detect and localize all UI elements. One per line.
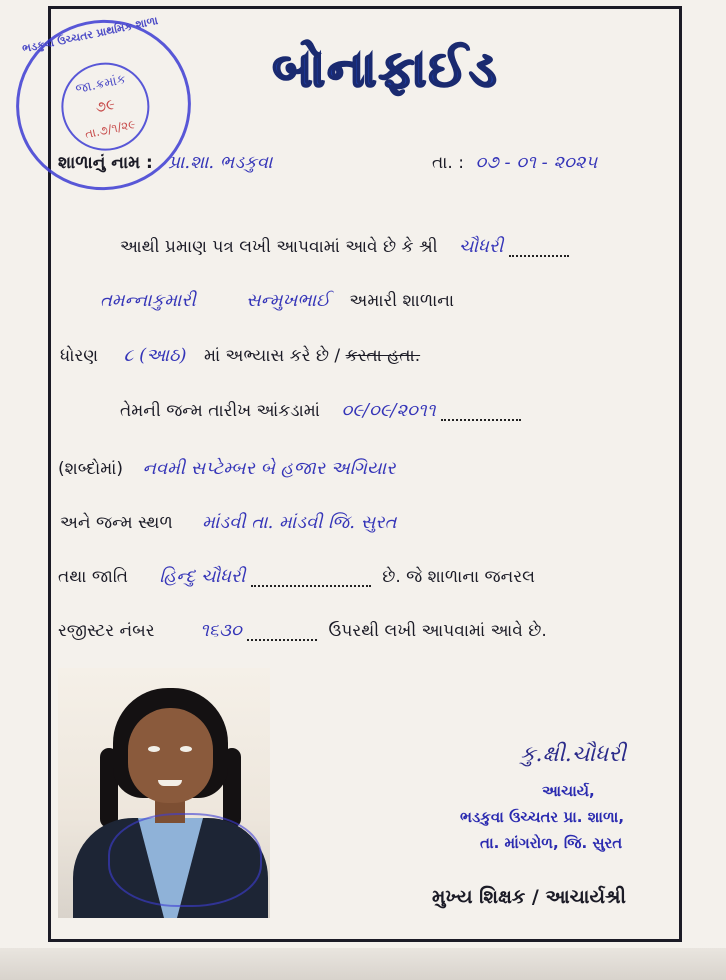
school-name-label: શાળાનું નામ :: [58, 153, 153, 173]
photo-eye: [180, 746, 192, 752]
photo-seal-stamp: [108, 813, 262, 907]
dotted-line: [247, 635, 317, 641]
struck-text: કરતા હતા.: [345, 346, 421, 366]
standard-label: ધોરણ: [60, 346, 99, 366]
dob-value: ૦૯/૦૯/૨૦૧૧: [341, 400, 436, 421]
register-row: [58, 620, 547, 641]
photo-face: [128, 708, 213, 803]
body-line-1: [120, 236, 569, 257]
seal-address: તા. માંગરોળ, જિ. સુરત: [480, 834, 623, 852]
standard-value: ૮ (આઠ): [123, 345, 187, 366]
stamp-number-value: ૭૯: [93, 94, 117, 117]
dob-label: તેમની જન્મ તારીખ આંકડામાં: [120, 401, 320, 421]
dob-words-row: [58, 458, 395, 479]
words-label: (શબ્દોમાં): [58, 459, 124, 479]
birthplace-row: [60, 512, 396, 533]
student-photo: [58, 668, 270, 918]
body-line-2: [60, 290, 454, 311]
birthplace-label: અને જન્મ સ્થળ: [60, 513, 173, 533]
date-label: તા. :: [432, 153, 464, 173]
signatory-title: મુખ્ય શિક્ષક / આચાર્યશ્રી: [432, 886, 626, 908]
date-row: [432, 152, 597, 173]
register-value: ૧૬૩૦: [199, 620, 242, 641]
caste-row: [58, 566, 535, 587]
page-bottom-shadow: [0, 948, 726, 980]
stamp-date-value: તા.૭/૧/૨૯: [83, 116, 137, 142]
stamp-number-label: જા.ક્રમાંક: [74, 72, 128, 98]
student-father-name: સન્મુખભાઈ: [246, 290, 330, 311]
photo-smile: [158, 780, 182, 786]
dob-words-value: નવમી સપ્ટેમ્બર બે હજાર અગિયાર: [142, 458, 396, 479]
student-surname: ચૌધરી: [459, 236, 504, 257]
student-name: તમન્નાકુમારી: [100, 290, 196, 311]
birthplace-value: માંડવી તા. માંડવી જિ. સુરત: [202, 512, 397, 533]
caste-label: તથા જાતિ: [58, 567, 129, 587]
principal-signature: કુ.ક્ષી.ચૌધરી: [520, 742, 626, 767]
school-name-row: [58, 152, 272, 173]
school-suffix-text: અમારી શાળાના: [349, 291, 455, 311]
body-line-3: [60, 345, 420, 366]
dotted-line: [251, 581, 371, 587]
stamp-ring-text: ભડકુવા ઉચ્ચતર પ્રાથમિક શાળા: [21, 14, 160, 56]
seal-designation: આચાર્ય,: [542, 782, 595, 800]
certify-text: આથી પ્રમાણ પત્ર લખી આપવામાં આવે છે કે શ્રી: [120, 237, 438, 257]
caste-value: હિન્દુ ચૌધરી: [159, 566, 246, 587]
studying-text: માં અભ્યાસ કરે છે /: [203, 346, 341, 366]
seal-school-name: ભડકુવા ઉચ્ચતર પ્રા. શાળા,: [460, 808, 625, 826]
dotted-line: [441, 415, 521, 421]
dotted-line: [509, 251, 569, 257]
school-name-value: પ્રા.શા. ભડકુવા: [168, 152, 273, 173]
certificate-title: બોનાફાઈડ: [272, 40, 499, 98]
dob-row: [120, 400, 521, 421]
caste-suffix-text: છે. જે શાળાના જનરલ: [382, 567, 535, 587]
register-suffix-text: ઉપરથી લખી આપવામાં આવે છે.: [328, 621, 547, 641]
date-value: ૦૭ - ૦૧ - ૨૦૨૫: [475, 152, 598, 173]
register-label: રજીસ્ટર નંબર: [58, 621, 155, 641]
photo-eye: [148, 746, 160, 752]
